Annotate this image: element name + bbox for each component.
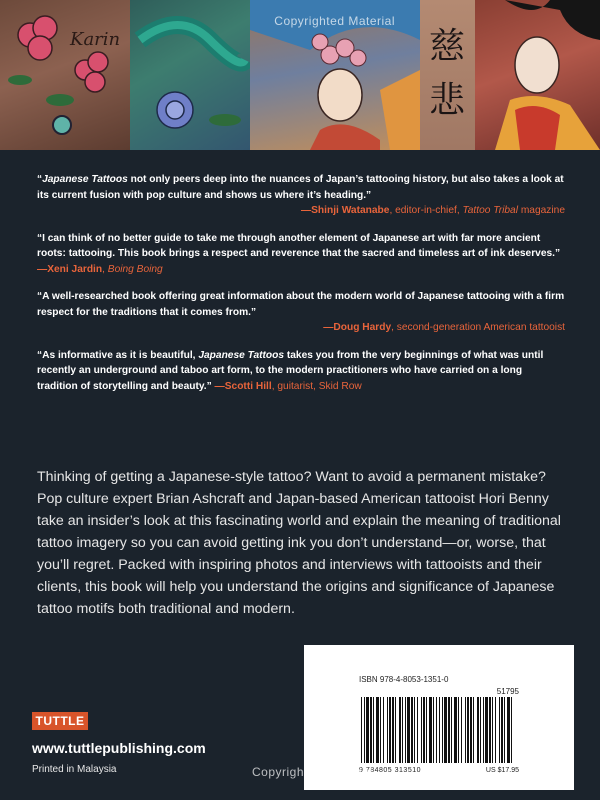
copyright-watermark-bottom: Copyrighted Material — [252, 765, 373, 779]
printed-in-text: Printed in Malaysia — [32, 764, 117, 775]
portrait-tattoo-photo — [475, 0, 600, 150]
barcode-icon — [359, 697, 519, 767]
tuttle-logo: TUTTLE — [32, 712, 88, 730]
price-code: 51795 — [496, 687, 519, 696]
publisher-url[interactable]: www.tuttlepublishing.com — [32, 740, 206, 756]
snake-tattoo-photo — [130, 0, 250, 150]
book-title: Japanese Tattoos — [198, 349, 285, 361]
quote-3-attribution: —Doug Hardy, second-generation American tattooist — [323, 322, 565, 333]
cherry-blossom-tattoo-photo — [0, 0, 130, 150]
quote-1-attribution: —Shinji Watanabe, editor-in-chief, Tattoo Tribal magazine — [300, 205, 565, 216]
book-description: Thinking of getting a Japanese-style tattoo? Want to avoid a permanent mistake? Pop culture expert Brian Ashcraft and Japan-based American tattooist Hori Benny take an insider’s look at this fascinating world and explain the meaning of traditional tattoo imagery so you can avoid getting ink you don’t understand—or, worse, that you’ll regret. Packed with inspiring photos and interviews with tattooists and their clients, this book will help you understand the origins and significance of Japanese tattoo motifs both traditional and modern. — [37, 469, 561, 617]
quote-3: “A well-researched book offering great information about the modern world of Japanese tattooing with a firm respect for the traditions that it comes from.” —Doug Hardy, second-generation American tattooist — [37, 289, 565, 336]
kanji-char-1: 慈 — [428, 26, 466, 67]
quote-2: “I can think of no better guide to take me through another element of Japanese art with far more ancient roots: tattooing. This book brings a respect and reverence that the sacred and timeless art of ink deserves.” —Xeni Jardin, Boing Boing — [37, 232, 561, 275]
copyright-watermark-top: Copyrighted Material — [274, 14, 395, 28]
isbn-text: ISBN 978-4-8053-1351-0 — [359, 675, 449, 684]
barcode-area — [359, 675, 519, 780]
price-text: US $17.95 — [485, 767, 519, 774]
book-title: Japanese Tattoos — [42, 174, 128, 185]
svg-text:Karin: Karin — [70, 29, 121, 50]
isbn-digits: 9 784805 313510 — [359, 767, 421, 774]
endorsement-quotes — [37, 172, 565, 406]
kanji-char-2: 悲 — [428, 80, 466, 121]
kanji-tattoo-photo — [420, 0, 475, 150]
quote-1: “Japanese Tattoos not only peers deep into the nuances of Japan’s tattooing history, but also takes a look at its current fusion with pop culture and shows us where it’s heading.” —Shinji Watanabe, editor-in-chief, Tattoo Tribal magazine — [37, 172, 565, 219]
quote-4: “As informative as it is beautiful, Japanese Tattoos takes you from the very beginnings of what was until recently an underground and taboo art form, to the modern practitioners who have carried on a long tradition of storytelling and beauty.” —Scotti Hill, guitarist, Skid Row — [37, 349, 544, 392]
